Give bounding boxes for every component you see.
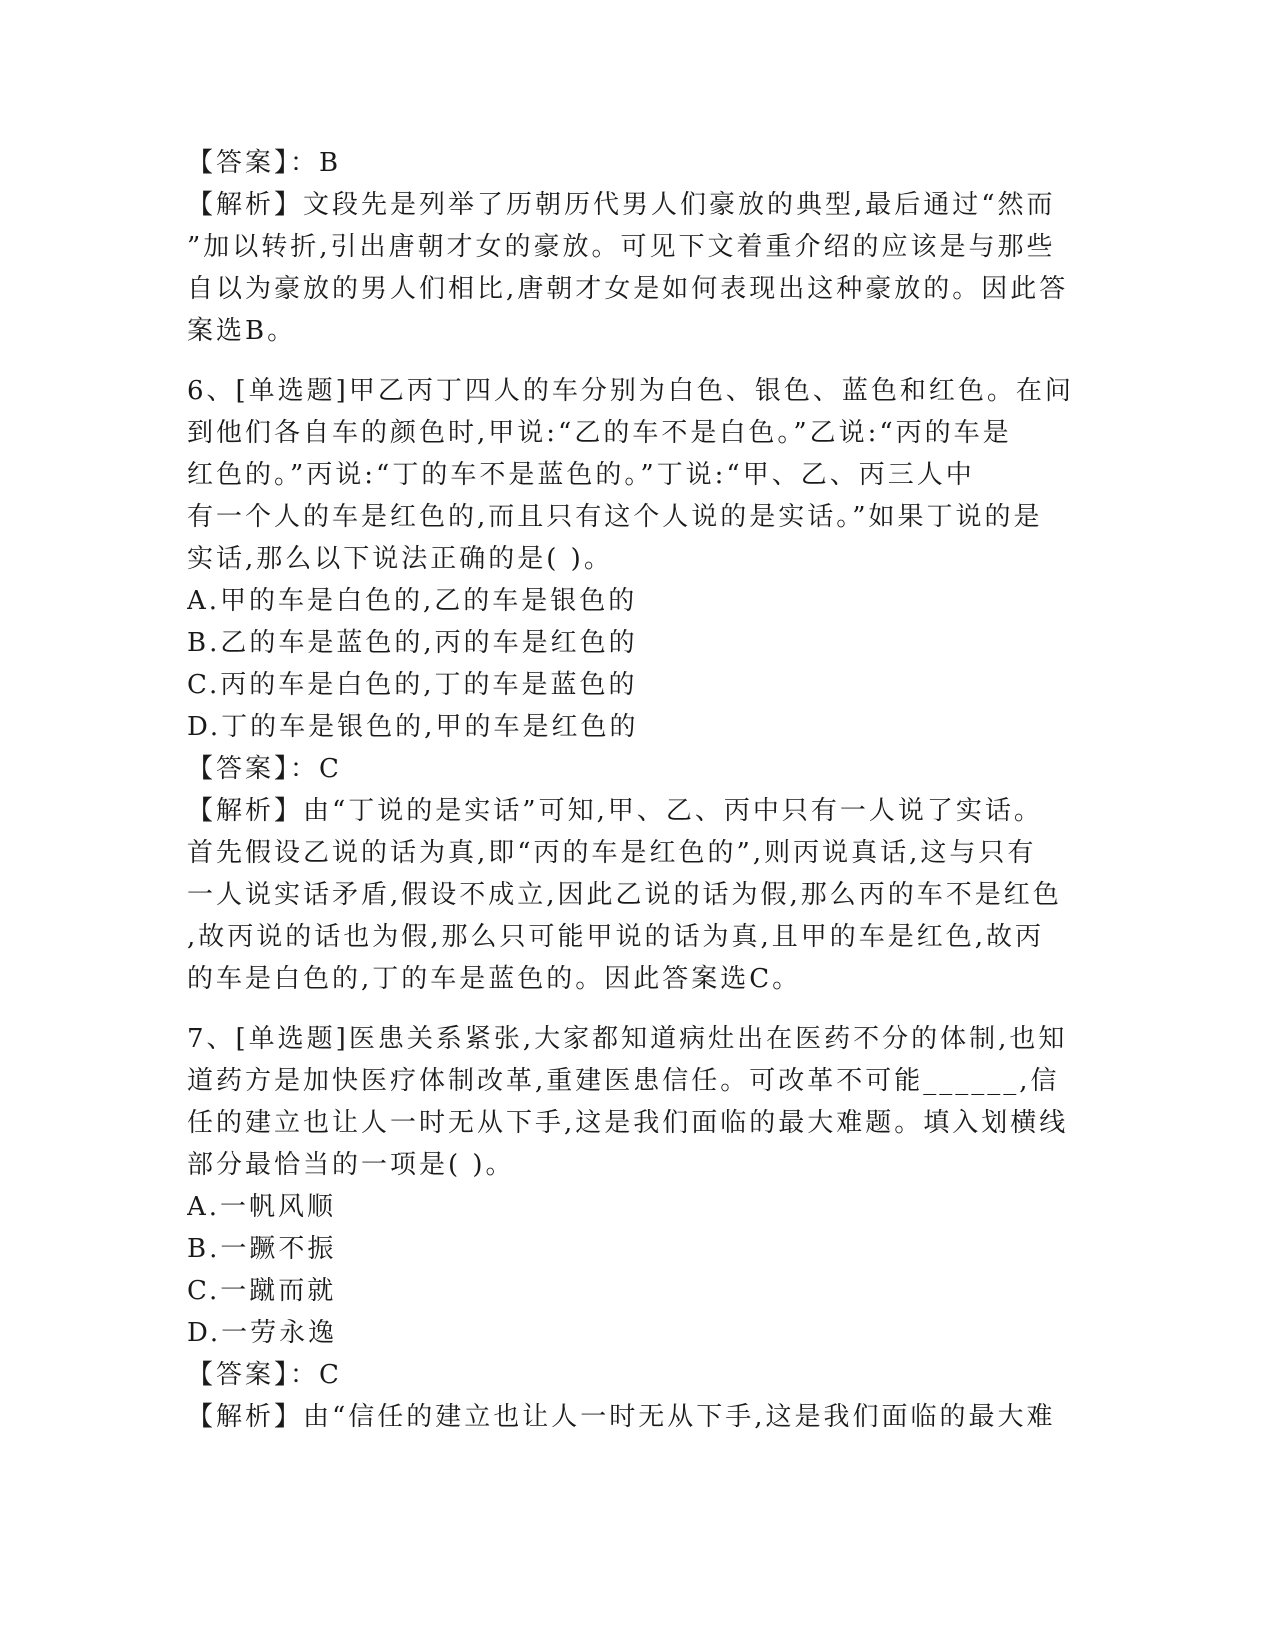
analysis-line: 案选B。 xyxy=(187,316,297,346)
question-stem xyxy=(187,370,1077,580)
question-5-section xyxy=(187,142,1077,352)
analysis-line: 一人说实话矛盾,假设不成立,因此乙说的话为假,那么丙的车不是红色 xyxy=(187,880,1062,910)
analysis-line: ,故丙说的话也为假,那么只可能甲说的话为真,且甲的车是红色,故丙 xyxy=(187,922,1045,952)
analysis-line: 首先假设乙说的话为真,即“丙的车是红色的”,则丙说真话,这与只有 xyxy=(187,838,1037,868)
option-a: A.甲的车是白色的,乙的车是银色的 xyxy=(187,586,638,616)
option-d: D.一劳永逸 xyxy=(187,1318,338,1348)
stem-line: 6、[单选题]甲乙丙丁四人的车分别为白色、银色、蓝色和红色。在问 xyxy=(187,376,1074,406)
stem-line: 7、[单选题]医患关系紧张,大家都知道病灶出在医药不分的体制,也知 xyxy=(187,1024,1068,1054)
answer-line: 【答案】：C xyxy=(187,1360,342,1390)
stem-line: 到他们各自车的颜色时,甲说:“乙的车不是白色。”乙说:“丙的车是 xyxy=(187,418,1012,448)
option-d: D.丁的车是银色的,甲的车是红色的 xyxy=(187,712,639,742)
option-c: C.一蹴而就 xyxy=(187,1276,337,1306)
question-7-section xyxy=(187,1018,1077,1438)
option-b: B.一蹶不振 xyxy=(187,1234,337,1264)
stem-line: 红色的。”丙说:“丁的车不是蓝色的。”丁说:“甲、乙、丙三人中 xyxy=(187,460,975,490)
document-page xyxy=(187,142,1077,1438)
stem-line: 道药方是加快医疗体制改革,重建医患信任。可改革不可能______,信 xyxy=(187,1066,1060,1096)
options-list xyxy=(187,1186,1077,1354)
stem-line: 有一个人的车是红色的,而且只有这个人说的是实话。”如果丁说的是 xyxy=(187,502,1043,532)
analysis-block xyxy=(187,1396,1077,1438)
analysis-line: 【解析】文段先是列举了历朝历代男人们豪放的典型,最后通过“然而 xyxy=(187,190,1056,220)
answer-line: 【答案】：B xyxy=(187,148,342,178)
option-c: C.丙的车是白色的,丁的车是蓝色的 xyxy=(187,670,638,700)
answer-line: 【答案】：C xyxy=(187,754,342,784)
option-a: A.一帆风顺 xyxy=(187,1192,337,1222)
analysis-block xyxy=(187,790,1077,1000)
stem-line: 部分最恰当的一项是( )。 xyxy=(187,1150,515,1180)
analysis-line: 的车是白色的,丁的车是蓝色的。因此答案选C。 xyxy=(187,964,802,994)
question-6-section xyxy=(187,370,1077,1000)
analysis-line: 【解析】由“丁说的是实话”可知,甲、乙、丙中只有一人说了实话。 xyxy=(187,796,1043,826)
option-b: B.乙的车是蓝色的,丙的车是红色的 xyxy=(187,628,638,658)
question-stem xyxy=(187,1018,1077,1186)
stem-line: 任的建立也让人一时无从下手,这是我们面临的最大难题。填入划横线 xyxy=(187,1108,1069,1138)
options-list xyxy=(187,580,1077,748)
analysis-line: 【解析】由“信任的建立也让人一时无从下手,这是我们面临的最大难 xyxy=(187,1402,1056,1432)
stem-line: 实话,那么以下说法正确的是( )。 xyxy=(187,544,613,574)
analysis-line: ”加以转折,引出唐朝才女的豪放。可见下文着重介绍的应该是与那些 xyxy=(187,232,1056,262)
analysis-block xyxy=(187,184,1077,352)
analysis-line: 自以为豪放的男人们相比,唐朝才女是如何表现出这种豪放的。因此答 xyxy=(187,274,1069,304)
